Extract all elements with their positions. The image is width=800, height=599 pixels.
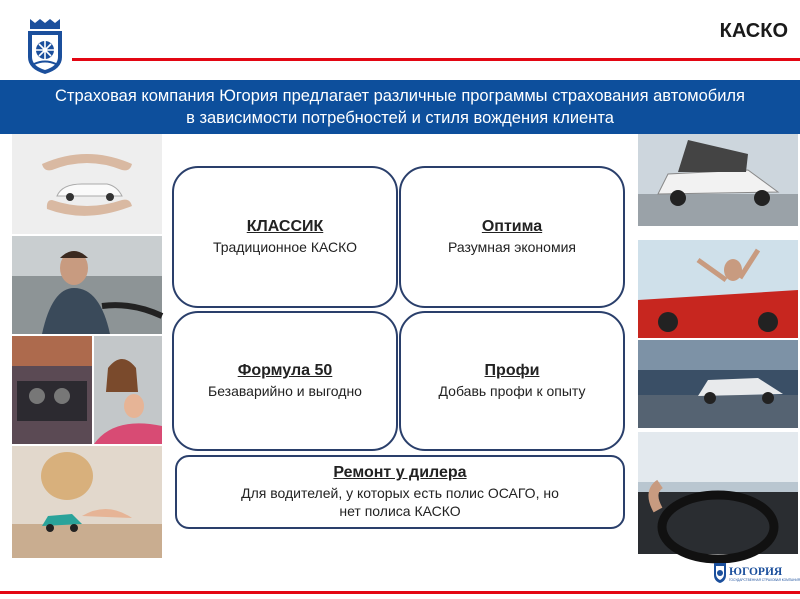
photo-hands-car <box>12 134 162 234</box>
intro-banner <box>0 80 800 134</box>
photo-piano-on-car <box>638 134 798 226</box>
program-title[interactable]: Оптима <box>481 218 543 235</box>
program-card-classic[interactable] <box>172 166 398 308</box>
photo-car-beach <box>638 340 798 428</box>
page-title: КАСКО <box>719 20 788 42</box>
photo-driver-man <box>12 236 162 334</box>
program-subtitle: Для водителей, у которых есть полис ОСАГО, но нет полиса КАСКО <box>241 485 559 519</box>
program-card-formula-50[interactable] <box>172 311 398 451</box>
program-title[interactable]: Формула 50 <box>237 362 333 379</box>
svg-text:ЮГОРИЯ: ЮГОРИЯ <box>729 566 783 578</box>
photo-family-car <box>12 336 92 444</box>
brand-logo <box>712 560 800 584</box>
photo-mother-child <box>94 336 162 444</box>
program-subtitle: Добавь профи к опыту <box>438 383 586 399</box>
photo-convertible <box>638 240 798 338</box>
banner-line-2: в зависимости потребностей и стиля вождения клиента <box>186 109 614 127</box>
program-subtitle: Традиционное КАСКО <box>212 239 358 255</box>
program-card-profi[interactable] <box>399 311 625 451</box>
program-title[interactable]: Ремонт у дилера <box>333 464 467 481</box>
program-card-dealer-repair[interactable] <box>175 455 625 529</box>
program-title[interactable]: Профи <box>484 362 540 379</box>
program-title[interactable]: КЛАССИК <box>246 218 324 235</box>
top-red-divider <box>72 58 800 61</box>
program-subtitle: Разумная экономия <box>448 239 576 255</box>
banner-line-1: Страховая компания Югория предлагает различные программы страхования автомобиля <box>55 87 745 105</box>
program-subtitle: Безаварийно и выгодно <box>208 383 362 399</box>
photo-steering-wheel <box>638 432 798 554</box>
bottom-red-divider <box>0 591 800 594</box>
photo-toy-car <box>12 446 162 558</box>
company-logo <box>26 17 64 75</box>
svg-text:ГОСУДАРСТВЕННАЯ СТРАХОВАЯ КОМП: ГОСУДАРСТВЕННАЯ СТРАХОВАЯ КОМПАНИЯ <box>729 578 800 582</box>
program-card-optima[interactable] <box>399 166 625 308</box>
